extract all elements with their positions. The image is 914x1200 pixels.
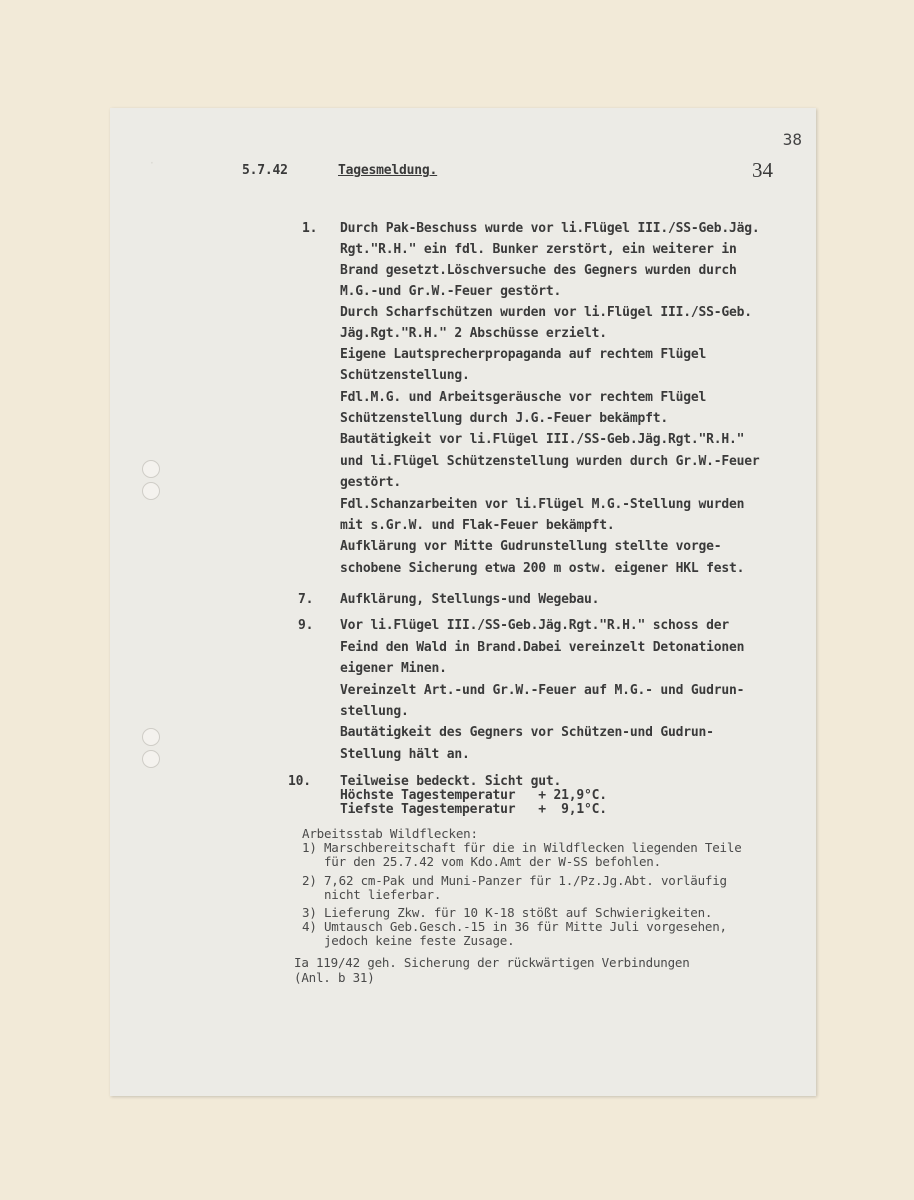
report-date: 5.7.42 [242,163,288,178]
arbeitsstab-line: 2) 7,62 cm-Pak und Muni-Panzer für 1./Pz.Jg.Abt. vorläufig [302,873,727,888]
item-line: Vor li.Flügel III./SS-Geb.Jäg.Rgt."R.H." schoss der [340,618,729,633]
item-line: schobene Sicherung etwa 200 m ostw. eigener HKL fest. [340,561,745,576]
item-line: Durch Pak-Beschuss wurde vor li.Flügel III./SS-Geb.Jäg. [340,221,760,236]
page-number-stamp: 34 [752,158,773,182]
item-line: Teilweise bedeckt. Sicht gut. [340,774,562,789]
arbeitsstab-line: 3) Lieferung Zkw. für 10 K-18 stößt auf Schwierigkeiten. [302,905,713,920]
arbeitsstab-line: für den 25.7.42 vom Kdo.Amt der W-SS befohlen. [302,854,661,869]
page-number-top: 38 [782,130,802,149]
item-line: stellung. [340,704,409,719]
faint-mark: · [150,156,154,170]
arbeitsstab-line: jedoch keine feste Zusage. [302,933,515,948]
item-line: Eigene Lautsprecherpropaganda auf rechtem Flügel [340,347,707,362]
item-line: Brand gesetzt.Löschversuche des Gegners wurden durch [340,263,737,278]
item-number: 9. [298,618,314,633]
punch-hole-top [142,460,160,478]
item-line: eigener Minen. [340,661,447,676]
item-line: Feind den Wald in Brand.Dabei vereinzelt Detonationen [340,640,745,655]
item-line: Höchste Tagestemperatur + 21,9°C. [340,788,607,803]
item-line: Vereinzelt Art.-und Gr.W.-Feuer auf M.G.- und Gudrun- [340,683,745,698]
item-line: Durch Scharfschützen wurden vor li.Flügel III./SS-Geb. [340,305,752,320]
item-number: 7. [298,592,314,607]
report-title: Tagesmeldung. [338,163,438,178]
item-number: 10. [288,774,311,789]
item-line: Schützenstellung. [340,368,470,383]
item-line: Tiefste Tagestemperatur + 9,1°C. [340,802,607,817]
item-line: Bautätigkeit vor li.Flügel III./SS-Geb.Jäg.Rgt."R.H." [340,432,745,447]
item-line: mit s.Gr.W. und Flak-Feuer bekämpft. [340,518,615,533]
item-line: Stellung hält an. [340,747,470,762]
punch-hole-bottom [142,728,160,746]
item-line: M.G.-und Gr.W.-Feuer gestört. [340,284,562,299]
footer-line: (Anl. b 31) [294,970,375,985]
item-line: Jäg.Rgt."R.H." 2 Abschüsse erzielt. [340,326,607,341]
item-line: gestört. [340,475,402,490]
footer-line: Ia 119/42 geh. Sicherung der rückwärtigen Verbindungen [294,955,690,970]
item-line: Schützenstellung durch J.G.-Feuer bekämpft. [340,411,668,426]
item-line: Aufklärung vor Mitte Gudrunstellung stellte vorge- [340,539,722,554]
item-line: Fdl.M.G. und Arbeitsgeräusche vor rechtem Flügel [340,390,707,405]
item-line: Fdl.Schanzarbeiten vor li.Flügel M.G.-Stellung wurden [340,497,745,512]
punch-hole-top-2 [142,482,160,500]
arbeitsstab-heading: Arbeitsstab Wildflecken: [302,826,478,841]
item-line: Bautätigkeit des Gegners vor Schützen-und Gudrun- [340,725,714,740]
item-line: Aufklärung, Stellungs-und Wegebau. [340,592,600,607]
arbeitsstab-line: 4) Umtausch Geb.Gesch.-15 in 36 für Mitte Juli vorgesehen, [302,919,727,934]
item-line: Rgt."R.H." ein fdl. Bunker zerstört, ein weiterer in [340,242,737,257]
item-line: und li.Flügel Schützenstellung wurden durch Gr.W.-Feuer [340,454,760,469]
item-number: 1. [302,221,318,236]
arbeitsstab-line: nicht lieferbar. [302,887,442,902]
document-page [110,108,816,1096]
punch-hole-bottom-2 [142,750,160,768]
arbeitsstab-line: 1) Marschbereitschaft für die in Wildflecken liegenden Teile [302,840,742,855]
